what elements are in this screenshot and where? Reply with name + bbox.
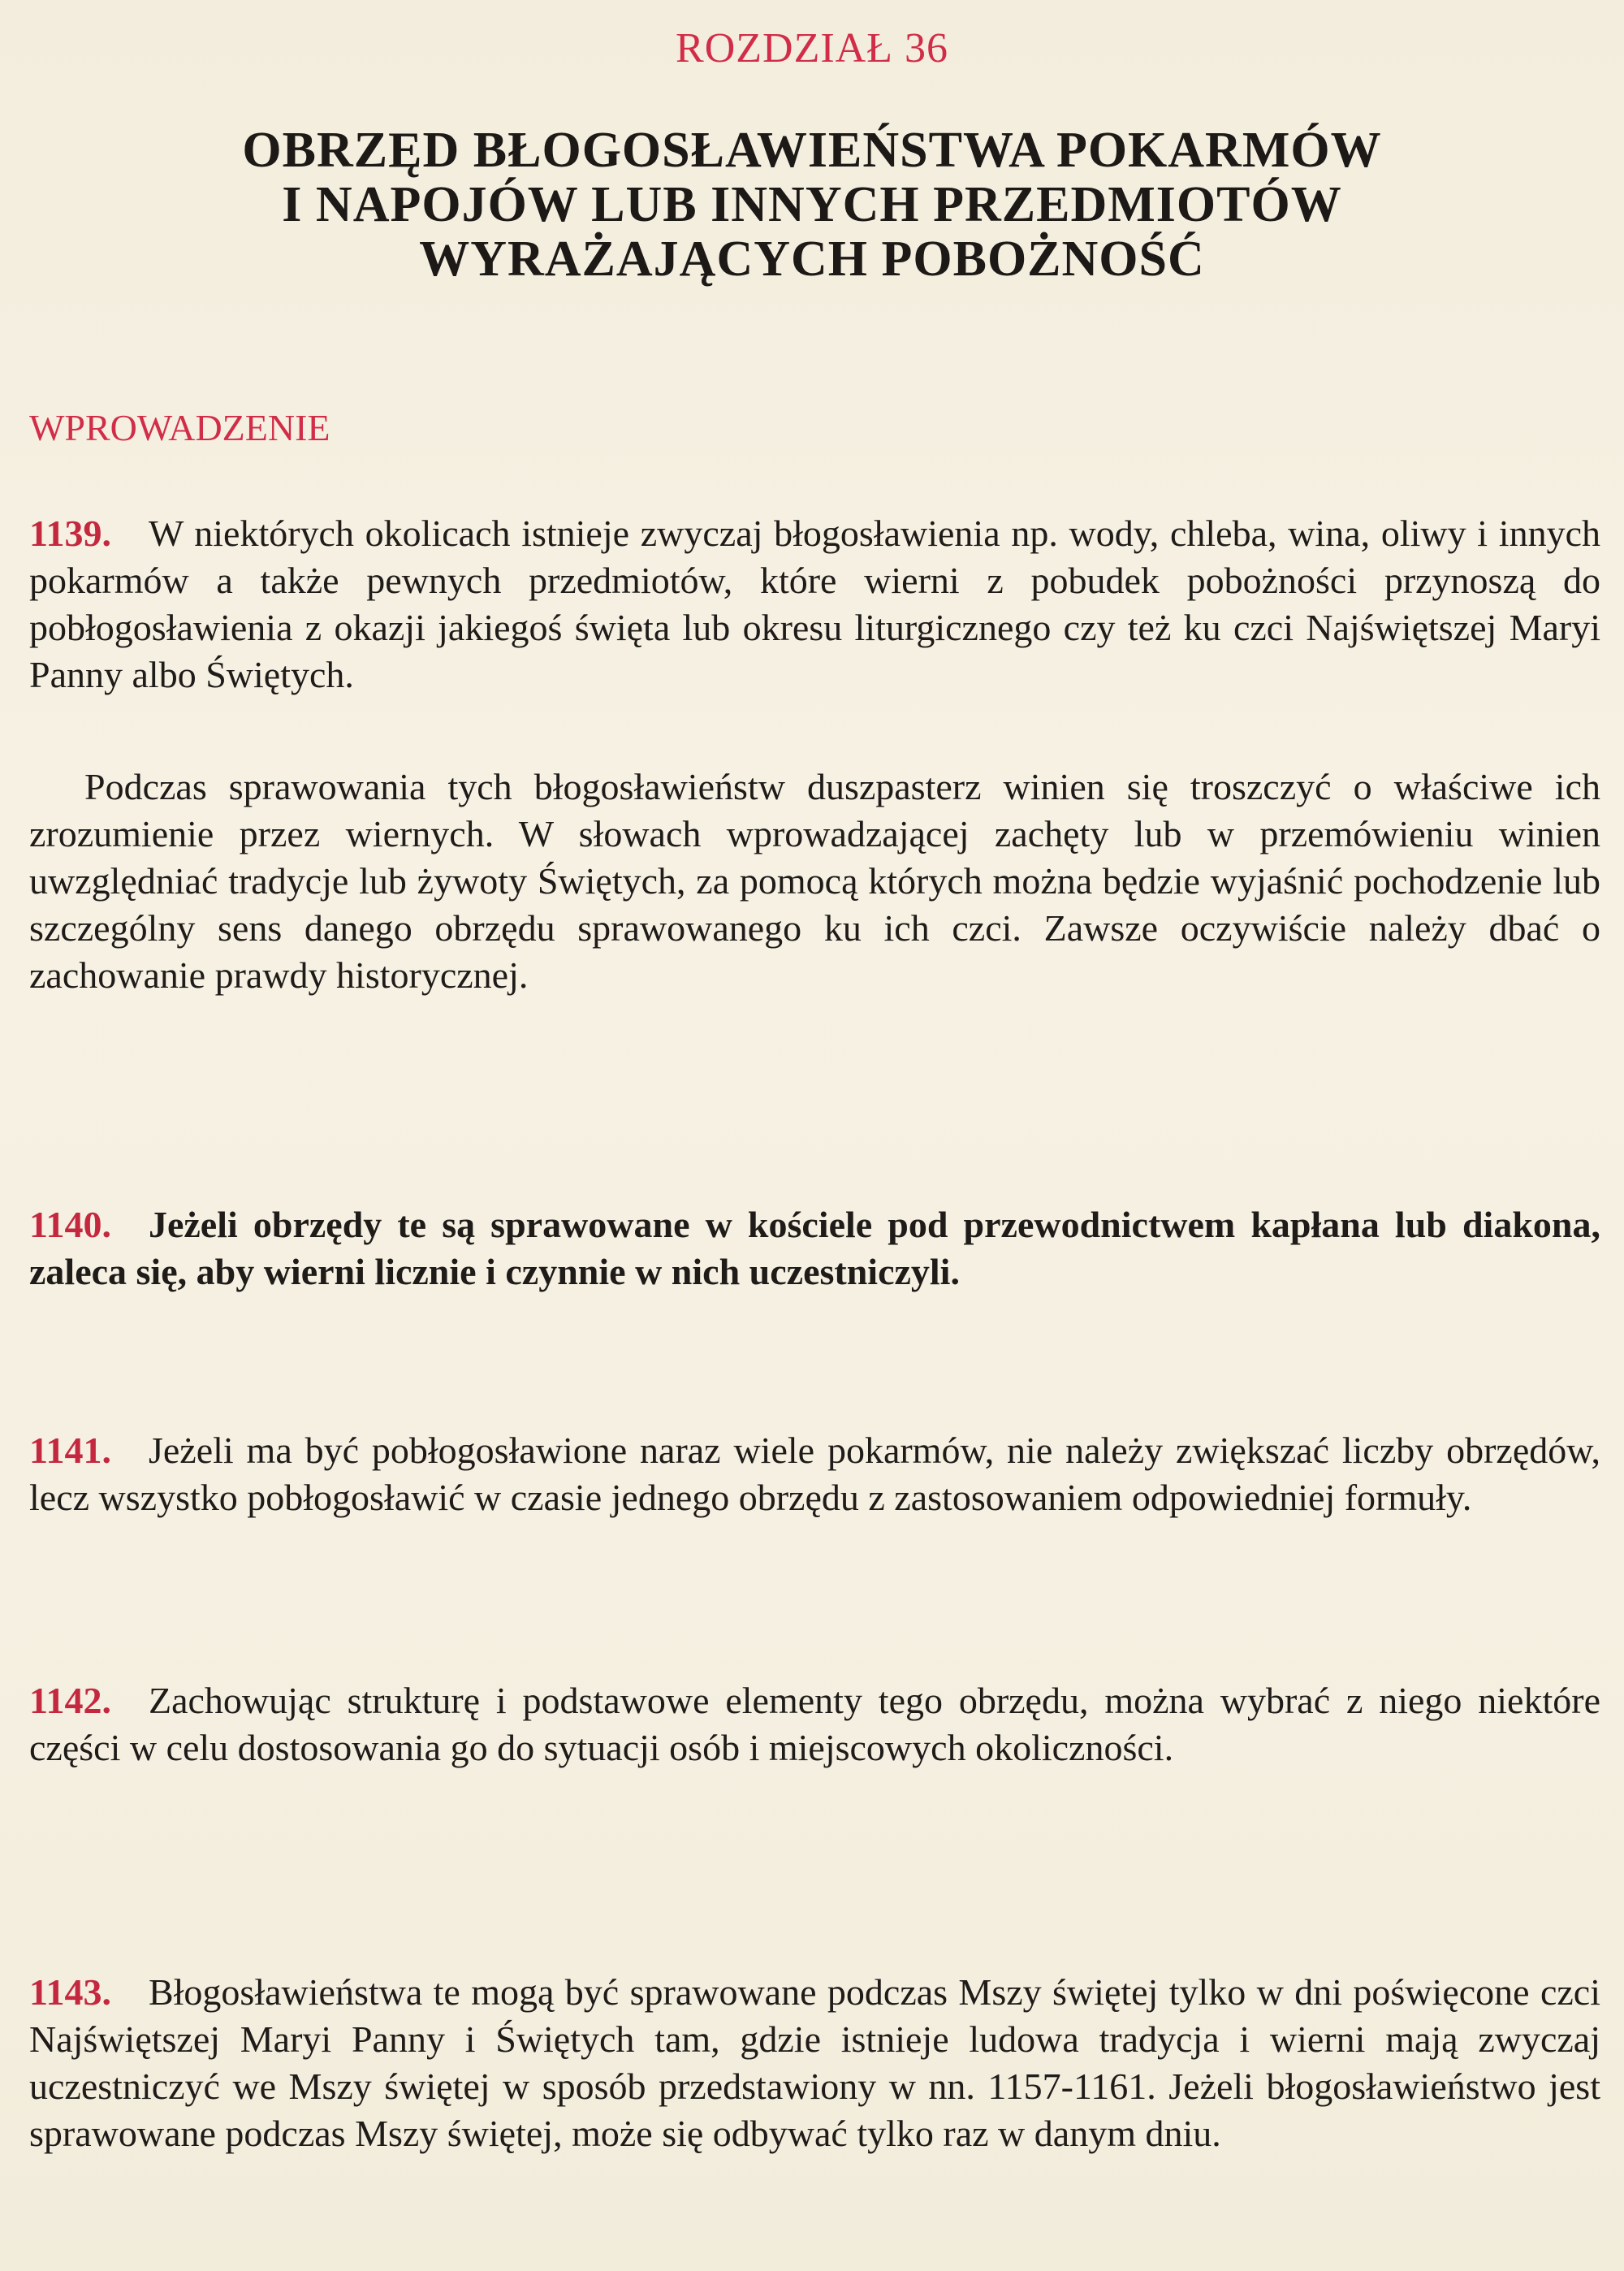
chapter-title-line: WYRAŻAJĄCYCH POBOŻNOŚĆ	[419, 231, 1205, 287]
chapter-label: ROZDZIAŁ 36	[676, 25, 948, 71]
paragraph-1141	[29, 1427, 1600, 1521]
paragraph-text: Zachowując strukturę i podstawowe elementy tego obrzędu, można wybrać z niego niektóre części w celu dostosowania go do sytuacji osób i miejscowych okoliczności.	[29, 1680, 1600, 1768]
paragraph-text: W niektórych okolicach istnieje zwyczaj błogosławienia np. wody, chleba, wina, oliwy i innych pokarmów a także pewnych przedmiotów, które wierni z pobudek pobożności przynoszą do pobłogosławienia z okazji jakiegoś święta lub okresu liturgicznego czy też ku czci Najświętszej Maryi Panny albo Świętych.	[29, 513, 1600, 695]
paragraph-number: 1143.	[29, 1971, 111, 2013]
paragraph-1139	[29, 510, 1600, 699]
paragraph-number: 1139.	[29, 513, 111, 554]
paragraph-1139-continued	[29, 763, 1600, 999]
paragraph-1143	[29, 1969, 1600, 2157]
paragraph-1140	[29, 1201, 1600, 1296]
section-heading: WPROWADZENIE	[29, 407, 330, 448]
paragraph-text: Jeżeli obrzędy te są sprawowane w kościele pod przewodnictwem kapłana lub diakona, zaleca się, aby wierni licznie i czynnie w nich uczestniczyli.	[29, 1204, 1600, 1292]
paragraph-number: 1140.	[29, 1204, 111, 1245]
paragraph-text: Błogosławieństwa te mogą być sprawowane podczas Mszy świętej tylko w dni poświęcone czci Najświętszej Maryi Panny i Świętych tam, gdzie istnieje ludowa tradycja i wierni mają zwyczaj uczestniczyć we Mszy świętej w sposób przedstawiony w nn. 1157-1161. Jeżeli błogosławieństwo jest sprawowane podczas Mszy świętej, może się odbywać tylko raz w danym dniu.	[29, 1971, 1600, 2154]
paragraph-1142	[29, 1677, 1600, 1771]
paragraph-text: Podczas sprawowania tych błogosławieństw duszpasterz winien się troszczyć o właściwe ich zrozumienie przez wiernych. W słowach wprowadzającej zachęty lub w przemówieniu winien uwzględniać tradycje lub żywoty Świętych, za pomocą których można będzie wyjaśnić pochodzenie lub szczególny sens danego obrzędu sprawowanego ku ich czci. Zawsze oczywiście należy dbać o zachowanie prawdy historycznej.	[29, 766, 1600, 996]
chapter-title-line: I NAPOJÓW LUB INNYCH PRZEDMIOTÓW	[282, 177, 1342, 232]
chapter-title	[0, 123, 1624, 287]
paragraph-number: 1141.	[29, 1430, 111, 1471]
paragraph-text: Jeżeli ma być pobłogosławione naraz wiele pokarmów, nie należy zwiększać liczby obrzędów, lecz wszystko pobłogosławić w czasie jednego obrzędu z zastosowaniem odpowiedniej formuły.	[29, 1430, 1600, 1518]
paragraph-number: 1142.	[29, 1680, 111, 1721]
chapter-title-line: OBRZĘD BŁOGOSŁAWIEŃSTWA POKARMÓW	[242, 123, 1382, 178]
